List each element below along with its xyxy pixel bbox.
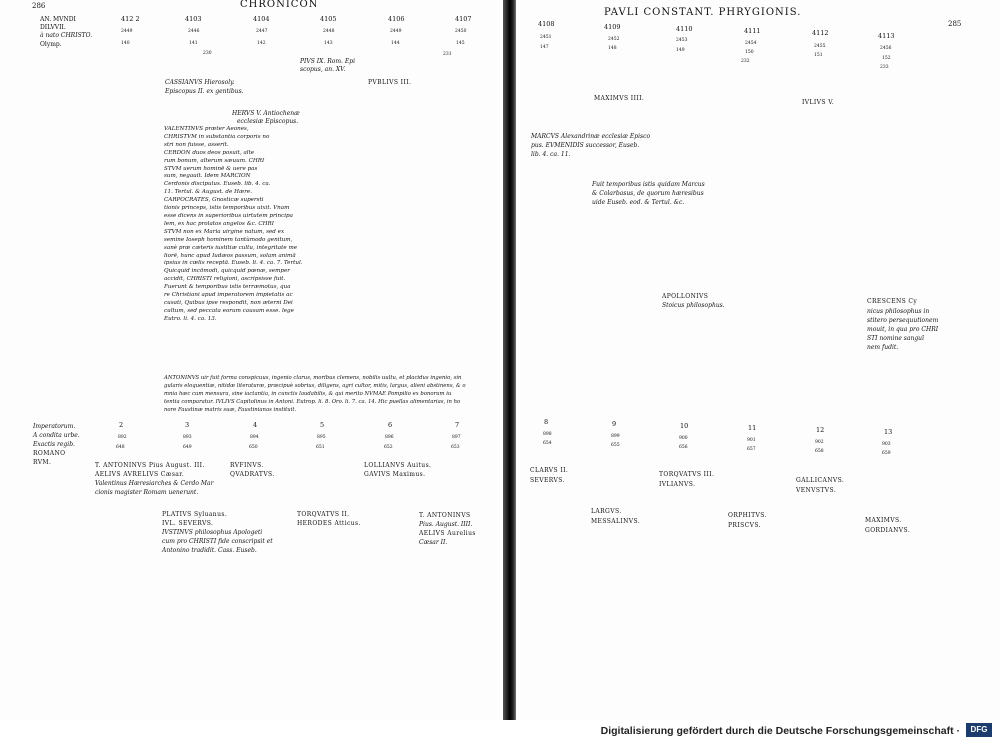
imp-cell: 4 (253, 421, 258, 429)
text-line: rum bonum, alterum sæuum. CHRI (164, 157, 265, 164)
footer-bar (0, 720, 1000, 740)
imp-cell: 9 (612, 420, 617, 428)
imp-cell: 649 (183, 445, 192, 450)
year-cell: 152 (882, 56, 891, 61)
page-title: CHRONICON (240, 0, 319, 10)
right-page (516, 0, 1000, 720)
entry-rufinus: QVADRATVS. (230, 471, 275, 478)
entry-gallicanus: VENVSTVS. (796, 487, 837, 494)
imp-cell: 894 (250, 435, 259, 440)
row-label: à nato CHRISTO. (40, 32, 93, 39)
entry-largus: MESSALINVS. (591, 518, 641, 525)
row-label: AN. MVNDI (40, 16, 76, 23)
page-title: PAVLI CONSTANT. PHRYGIONIS. (604, 7, 802, 18)
entry-platius: IVSTINVS philosophus Apologeti (162, 529, 263, 536)
year-cell: 2456 (880, 46, 892, 51)
imp-label: Exactis regib. (33, 441, 75, 448)
entry-platius: IVL. SEVERVS. (162, 520, 214, 527)
year-cell: 4112 (812, 29, 829, 37)
year-cell: 145 (456, 41, 465, 46)
imp-cell: 653 (451, 445, 460, 450)
page-number: 286 (32, 2, 46, 10)
imp-cell: 8 (544, 418, 549, 426)
year-cell: 2449 (390, 29, 402, 34)
dfg-logo-icon: DFG (966, 723, 992, 737)
entry-platius: cum pro CHRISTI fide conscripsit et (162, 538, 273, 545)
text-line: Quicquid incōmodi, quicquid pœnæ, semper (164, 268, 290, 275)
imp-cell: 11 (748, 424, 757, 432)
left-page (0, 0, 503, 720)
text-line: CARPOCRATES, Gnosticæ supersti (164, 197, 264, 204)
imp-cell: 12 (816, 426, 825, 434)
year-cell: 4110 (676, 25, 693, 33)
entry-cassianus: CASSIANVS Hierosoly. (165, 79, 235, 86)
imp-cell: 654 (543, 441, 552, 446)
entry-cassianus: Episcopus II. ex gentibus. (165, 88, 244, 95)
text-line: VALENTINVS præter Aeones, (164, 126, 249, 132)
imp-cell: 657 (747, 447, 756, 452)
entry-valentinus: cionis magister Romam uenerunt. (95, 489, 199, 496)
entry-t-antoninus-2: AELIVS Aurelius (419, 530, 476, 537)
year-cell: 233 (880, 65, 889, 70)
text-line: accidit, CHRISTI religioni, ascripsisse fuit. (164, 276, 286, 283)
text-line: Fuerunt & temporibus istis terræmotus, qua (164, 284, 291, 291)
text-line: stri non fuisse, asserit. (164, 141, 229, 148)
year-cell: 147 (540, 45, 549, 50)
text-line: tionis princeps, istis temporibus uixit. Vnam (164, 205, 290, 212)
imp-label: ROMANO (33, 450, 66, 457)
entry-pius: scopus, an. XV. (300, 66, 346, 73)
entry-t-antoninus-2: Pius. August. IIII. (419, 521, 473, 528)
imp-label: Imperatorum. (33, 423, 76, 430)
year-cell: 2451 (540, 35, 552, 40)
imp-cell: 650 (249, 445, 258, 450)
imp-cell: 652 (384, 445, 393, 450)
year-cell: 151 (814, 53, 823, 58)
entry-gallicanus: GALLICANVS. (796, 477, 845, 484)
text-line: sanè præ cæteris iustitiæ cultu, integritate me (164, 244, 298, 251)
year-cell: 2450 (455, 29, 467, 34)
entry-t-antoninus-2: Cæsar II. (419, 539, 448, 546)
text-line: ipsius in cœlis receptā. Euseb. li. 4. ca. 7. Tertul. (164, 260, 303, 267)
year-cell: 4106 (388, 15, 405, 23)
text-line: sum, negauit. Idem MARCION (164, 173, 251, 180)
entry-largus: LARGVS. (591, 508, 622, 515)
imp-cell: 648 (116, 445, 125, 450)
imp-cell: 900 (679, 436, 688, 441)
entry-torquatus: TORQVATVS II. (297, 511, 350, 518)
year-cell: 4105 (320, 15, 337, 23)
year-cell: 231 (443, 52, 452, 57)
entry-iulius: IVLIVS V. (802, 99, 835, 106)
year-cell: 143 (324, 41, 333, 46)
text-line: mnia hæc cum mensura, sine iactantia, in cunctis laudabilis, & qui merito NVMAE Pompilio ex bonorum iu (164, 391, 452, 397)
page-number: 285 (948, 20, 962, 28)
imp-cell: 6 (388, 421, 393, 429)
text-line: 11. Tertul. & August. de Hære. (164, 189, 252, 196)
year-cell: 4103 (185, 15, 202, 23)
year-cell: 141 (189, 41, 198, 46)
row-label: Olymp. (40, 41, 62, 48)
imp-cell: 901 (747, 438, 756, 443)
year-cell: 150 (745, 50, 754, 55)
year-cell: 2454 (745, 41, 757, 46)
entry-marcus: pus. EVMENIDIS successor, Euseb. (531, 142, 640, 149)
text-line: lem, ex hac prolatos angelos &c. CHRI (164, 220, 274, 227)
text-line: esse dicens in superioribus uirtutem principa (164, 212, 293, 219)
entry-herus: ecclesiæ Episcopus. (237, 118, 299, 125)
entry-t-antoninus-2: T. ANTONINVS (419, 512, 471, 519)
entry-crescens: nicus philosophus in (867, 308, 930, 315)
entry-rufinus: RVFINVS. (230, 462, 264, 469)
year-cell: 4113 (878, 32, 895, 40)
imp-cell: 2 (119, 421, 124, 429)
text-line: nore Faustinæ matris suæ, Faustinianas instituit. (164, 407, 297, 413)
imp-cell: 659 (882, 451, 891, 456)
imp-cell: 902 (815, 440, 824, 445)
text-line: liorē, hunc apud Iudæos passum, solam animā (164, 252, 296, 259)
imp-cell: 656 (679, 445, 688, 450)
imp-cell: 893 (183, 435, 192, 440)
imp-cell: 892 (118, 435, 127, 440)
entry-valentinus: Valentinus Hæresiarches & Cerdo Mar (95, 480, 214, 487)
text-line: re Christiani apud imperatorem impietatis ac (164, 292, 293, 299)
heresy-text (164, 126, 303, 324)
entry-crescens: mouit, in qua pro CHRI (867, 326, 939, 333)
entry-crescens: nem fudit. (867, 344, 899, 351)
year-cell: 2448 (323, 29, 335, 34)
row-label: DILVVII. (40, 24, 66, 31)
entry-lollianus: GAVIVS Maximus. (364, 471, 426, 478)
entry-publius: PVBLIVS III. (368, 79, 412, 86)
imp-cell: 651 (316, 445, 325, 450)
entry-fuit: uide Euseb. eod. & Tertul. &c. (592, 199, 685, 206)
entry-torquatus: IVLIANVS. (659, 481, 696, 488)
text-line: Cerdonis discipulus. Euseb. lib. 4. ca. (164, 181, 271, 188)
imp-cell: 658 (815, 449, 824, 454)
entry-maximus-2: GORDIANVS. (865, 527, 911, 534)
book-gutter (503, 0, 516, 720)
year-cell: 148 (608, 46, 617, 51)
year-cell: 2446 (188, 29, 200, 34)
imp-cell: 3 (185, 421, 190, 429)
text-line: cusati, Quibus ipse respondit, non æterni Dei (164, 299, 293, 306)
year-cell: 230 (203, 51, 212, 56)
entry-orphitus: PRISCVS. (728, 522, 761, 529)
entry-crescens: CRESCENS Cy (867, 298, 918, 305)
antoninus-text (164, 374, 466, 414)
imp-label: A condita urbe. (33, 432, 80, 439)
entry-fuit: & Colarbasus, de quorum hæresibus (592, 190, 704, 197)
year-cell: 2453 (676, 38, 688, 43)
entry-orphitus: ORPHITVS. (728, 512, 767, 519)
entry-lollianus: LOLLIANVS Auitus. (364, 462, 432, 469)
entry-fuit: Fuit temporibus istis quidam Marcus (592, 181, 705, 188)
entry-t-antoninus: AELIVS AVRELIVS Cæsar. (95, 471, 185, 478)
entry-crescens: STI nomine sanguī (867, 335, 924, 342)
text-line: ANTONINVS uir fuit forma conspicuus, ingenio clarus, moribus clemens, nobilis uultu, et placidus ingenio, sin (164, 375, 462, 381)
entry-torquatus: TORQVATVS III. (659, 471, 715, 478)
entry-platius: PLATIVS Syluanus. (162, 511, 228, 518)
imp-cell: 898 (543, 432, 552, 437)
imp-cell: 13 (884, 428, 893, 436)
year-cell: 4109 (604, 23, 621, 31)
text-line: CHRISTVM in substantia corporis no (164, 133, 270, 140)
year-cell: 4108 (538, 20, 555, 28)
text-line: Eutro. li. 4. ca. 13. (164, 315, 217, 322)
year-cell: 4111 (744, 27, 761, 35)
entry-marcus: lib. 4. ca. 11. (531, 151, 571, 158)
entry-t-antoninus: T. ANTONINVS Pius August. III. (95, 462, 205, 469)
entry-clarus: SEVERVS. (530, 477, 565, 484)
text-line: semine Ioseph hominem tantùmodo genitum, (164, 236, 293, 243)
imp-cell: 5 (320, 421, 325, 429)
entry-apollonius: APOLLONIVS (662, 293, 709, 300)
entry-maximus-2: MAXIMVS. (865, 517, 902, 524)
text-line: CERDON duos deos posuit, alte (164, 149, 255, 156)
entry-pius: PIVS IX. Rom. Epi (300, 58, 355, 65)
year-cell: 2449 (121, 29, 133, 34)
entry-platius: Antonino tradidit. Cass. Euseb. (162, 547, 257, 554)
imp-label: RVM. (33, 459, 52, 466)
imp-cell: 897 (452, 435, 461, 440)
imp-cell: 10 (680, 422, 689, 430)
year-cell: 140 (121, 41, 130, 46)
text-line: tentia comparatur. IVLIVS Capitolinus in Antoni. Eutrop. li. 8. Oro. li. 7. ca. 14. Hic puellas alimentarias, in ho (164, 399, 461, 405)
imp-cell: 896 (385, 435, 394, 440)
year-cell: 232 (741, 59, 750, 64)
year-cell: 2455 (814, 44, 826, 49)
entry-marcus: MARCVS Alexandrinæ ecclesiæ Episco (531, 133, 651, 140)
imp-cell: 655 (611, 443, 620, 448)
year-cell: 4107 (455, 15, 472, 23)
text-line: cultum, sed peccata eorum causam esse. lege (164, 307, 294, 314)
text-line: STVM uerum hominē & uere pas (164, 165, 258, 172)
entry-herus: HERVS V. Antiochenæ (232, 110, 300, 117)
entry-maximus: MAXIMVS IIII. (594, 95, 645, 102)
year-cell: 149 (676, 48, 685, 53)
imp-cell: 899 (611, 434, 620, 439)
text-line: gularis eloquentiæ, nitidæ literaturæ, præcipuè sobrius, diligens, agri cultor, mitis, largus, alieni abstinens, & o (164, 383, 466, 389)
entry-clarus: CLARVS II. (530, 467, 569, 474)
entry-crescens: stitero persequutionem (867, 317, 939, 324)
year-cell: 412 2 (121, 15, 140, 23)
year-cell: 4104 (253, 15, 270, 23)
year-cell: 142 (257, 41, 266, 46)
imp-cell: 903 (882, 442, 891, 447)
year-cell: 2447 (256, 29, 268, 34)
footer-credit: Digitalisierung gefördert durch die Deutsche Forschungsgemeinschaft · (600, 725, 960, 737)
imp-cell: 7 (455, 421, 460, 429)
imp-cell: 895 (317, 435, 326, 440)
text-line: STVM non ex Maria uirgine natum, sed ex (164, 228, 285, 235)
year-cell: 2452 (608, 37, 620, 42)
entry-apollonius: Stoicus philosophus. (662, 302, 725, 309)
year-cell: 144 (391, 41, 400, 46)
entry-torquatus: HERODES Atticus. (297, 520, 361, 527)
